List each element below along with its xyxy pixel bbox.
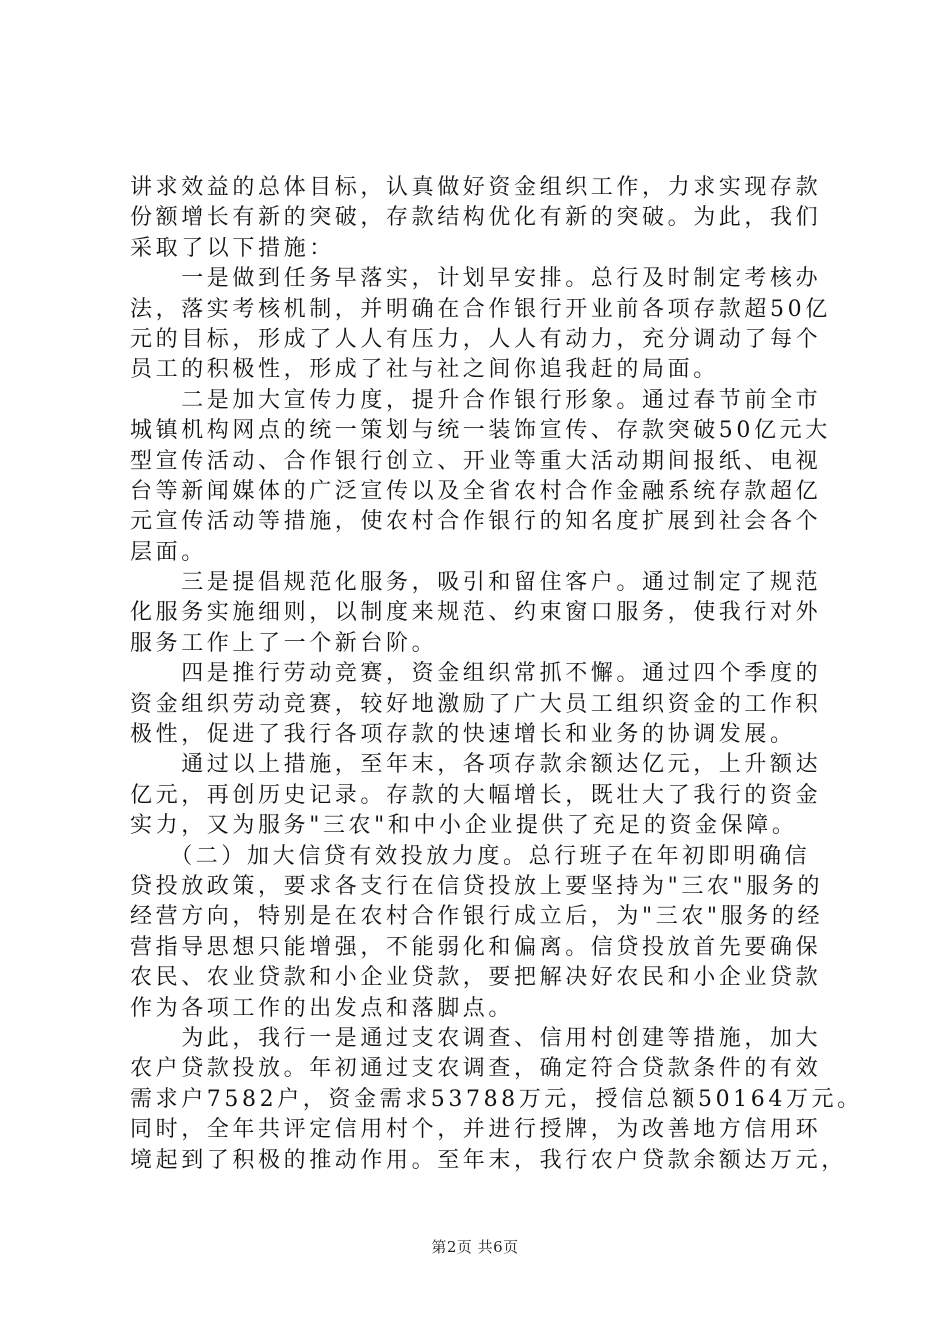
text-line: 经营方向，特别是在农村合作银行成立后，为"三农"服务的经 (130, 904, 824, 930)
document-body (130, 173, 863, 1176)
text-line: 农户贷款投放。年初通过支农调查，确定符合贷款条件的有效 (130, 1056, 822, 1082)
text-line: 服务工作上了一个新台阶。 (130, 630, 438, 656)
text-line: 台等新闻媒体的广泛宣传以及全省农村合作金融系统存款超亿 (130, 478, 822, 504)
text-line: 营指导思想只能增强，不能弱化和偏离。信贷投放首先要确保 (130, 934, 822, 960)
text-line: 一是做到任务早落实，计划早安排。总行及时制定考核办 (130, 266, 822, 292)
text-line: 型宣传活动、合作银行创立、开业等重大活动期间报纸、电视 (130, 448, 822, 474)
text-line: 亿元，再创历史记录。存款的大幅增长，既壮大了我行的资金 (130, 782, 822, 808)
text-line: 境起到了积极的推动作用。至年末，我行农户贷款余额达万元， (130, 1147, 847, 1173)
text-line: 需求户7582户，资金需求53788万元，授信总额50164万元。 (130, 1086, 863, 1112)
text-line: 同时，全年共评定信用村个，并进行授牌，为改善地方信用环 (130, 1117, 822, 1143)
text-line: 作为各项工作的出发点和落脚点。 (130, 995, 515, 1021)
text-line: 为此，我行一是通过支农调查、信用村创建等措施，加大 (130, 1025, 822, 1051)
text-line: 采取了以下措施： (130, 235, 335, 261)
text-line: 元宣传活动等措施，使农村合作银行的知名度扩展到社会各个 (130, 509, 822, 535)
text-line: 法，落实考核机制，并明确在合作银行开业前各项存款超50亿 (130, 296, 831, 322)
text-line: 化服务实施细则，以制度来规范、约束窗口服务，使我行对外 (130, 600, 822, 626)
text-line: 份额增长有新的突破，存款结构优化有新的突破。为此，我们 (130, 205, 822, 231)
text-line: 城镇机构网点的统一策划与统一装饰宣传、存款突破50亿元大 (130, 418, 831, 444)
page-number-footer: 第2页 共6页 (431, 1238, 519, 1256)
text-line: 元的目标，形成了人人有压力，人人有动力，充分调动了每个 (130, 326, 822, 352)
text-line: 员工的积极性，形成了社与社之间你追我赶的局面。 (130, 357, 719, 383)
text-line: 通过以上措施，至年末，各项存款余额达亿元，上升额达 (130, 752, 822, 778)
text-line: 极性，促进了我行各项存款的快速增长和业务的协调发展。 (130, 722, 796, 748)
text-line: 二是加大宣传力度，提升合作银行形象。通过春节前全市 (130, 387, 822, 413)
text-line: 农民、农业贷款和小企业贷款，要把解决好农民和小企业贷款 (130, 965, 822, 991)
text-line: 资金组织劳动竞赛，较好地激励了广大员工组织资金的工作积 (130, 691, 822, 717)
text-line: 实力，又为服务"三农"和中小企业提供了充足的资金保障。 (130, 813, 798, 839)
text-line: 讲求效益的总体目标，认真做好资金组织工作，力求实现存款 (130, 175, 822, 200)
text-line: 层面。 (130, 539, 207, 565)
text-line: 四是推行劳动竞赛，资金组织常抓不懈。通过四个季度的 (130, 661, 822, 687)
text-line: 三是提倡规范化服务，吸引和留住客户。通过制定了规范 (130, 570, 822, 596)
text-line: 贷投放政策，要求各支行在信贷投放上要坚持为"三农"服务的 (130, 873, 824, 899)
text-line: （二）加大信贷有效投放力度。总行班子在年初即明确信 (130, 843, 811, 869)
